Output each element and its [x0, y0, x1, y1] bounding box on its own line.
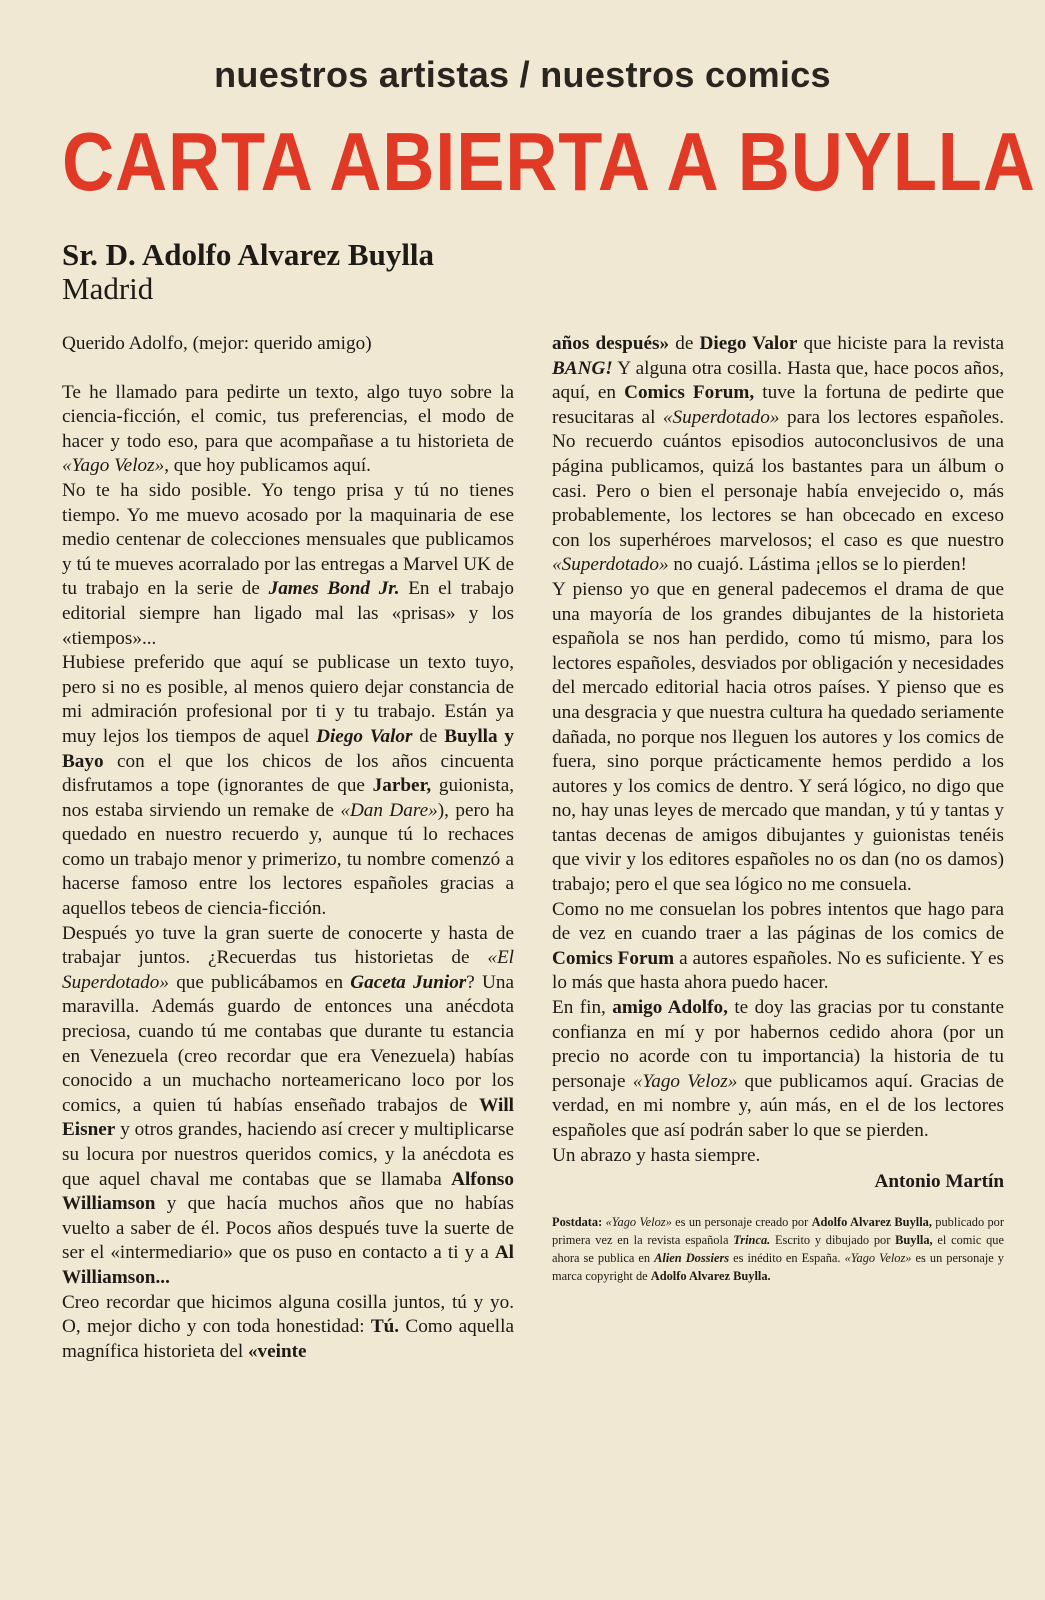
emphasis: Tú. — [370, 1316, 400, 1338]
text-run: que hiciste para la revista — [797, 333, 1004, 354]
text-run: En fin, — [552, 997, 613, 1019]
emphasis: «Superdotado» — [662, 406, 780, 428]
emphasis: Buylla y Bayo — [62, 725, 514, 772]
paragraph — [552, 996, 1004, 1144]
text-run: es un personaje creado por — [671, 1214, 812, 1229]
emphasis: «Yago Veloz» — [62, 455, 165, 477]
text-run: de — [412, 725, 445, 747]
text-run: que publicábamos en — [168, 971, 351, 993]
recipient-name: Sr. D. Adolfo Alvarez Buylla — [62, 237, 435, 272]
text-run: es inédito en España. — [729, 1251, 845, 1266]
text-run: Creo recordar que hicimos alguna cosilla juntos, tú y yo. O, mejor dicho y con toda honestidad: — [62, 1291, 514, 1338]
text-run: Como aquella magnífica historieta del — [62, 1316, 514, 1362]
emphasis: Comics Forum — [552, 947, 675, 969]
emphasis: «El Superdotado» — [62, 947, 514, 993]
postdata-label: Postdata: — [552, 1214, 603, 1229]
text-run: ), pero ha quedado en nuestro recuerdo y, aunque tú lo rechaces como un trabajo menor y primerizo, tu nombre comenzó a hacerse famoso entre los lectores españoles gracias a aquellos tebeos de ciencia-ficción. — [62, 799, 515, 920]
postdata-note — [552, 1213, 1004, 1286]
emphasis: Will Eisner — [62, 1094, 514, 1141]
letter-column-left — [62, 332, 514, 1364]
emphasis: «Dan Dare» — [340, 799, 438, 821]
emphasis: Alfonso Williamson — [62, 1168, 514, 1215]
text-run: Y alguna otra cosilla. Hasta que, hace pocos años, aquí, en — [552, 357, 1004, 404]
letter-greeting: Querido Adolfo, (mejor: querido amigo) — [62, 333, 372, 354]
recipient-block — [62, 238, 434, 306]
emphasis: años después» — [552, 333, 670, 354]
text-run: publicado por primera vez en la revista española — [552, 1214, 1005, 1247]
emphasis: Al Williamson... — [62, 1242, 514, 1288]
signature: Antonio Martín — [874, 1171, 1004, 1193]
emphasis: Jarber, — [372, 775, 432, 797]
emphasis: Diego Valor — [316, 725, 413, 747]
emphasis: «Yago Veloz» — [844, 1251, 912, 1266]
paragraph — [552, 898, 1004, 996]
emphasis: James Bond Jr. — [268, 578, 400, 600]
text-run: , que hoy publicamos aquí. — [164, 455, 371, 477]
text-run: a autores españoles. No es suficiente. Y es lo más que hasta ahora puedo hacer. — [552, 947, 1004, 994]
emphasis: amigo Adolfo, — [612, 997, 728, 1019]
text-run: no cuajó. Lástima ¡ellos se lo pierden! — [668, 554, 967, 576]
paragraph — [62, 651, 514, 922]
text-run: que publicamos aquí. Gracias de verdad, en mi nombre y, aún más, en el de los lectores españoles que así podrán saber lo que se pierden. — [552, 1070, 1004, 1141]
text-run: te doy las gracias por tu constante confianza en mí y por habernos cedido ahora (por un precio no acorde con tu importancia) la historia de tu personaje — [552, 997, 1005, 1092]
emphasis: BANG! — [552, 357, 613, 379]
text-run: En el trabajo editorial siempre han ligado mal las «prisas» y los «tiempos»... — [62, 578, 514, 649]
paragraph — [62, 922, 514, 1291]
text-run: de — [669, 333, 700, 354]
text-run: con el que los chicos de los años cincuenta disfrutamos a tope (ignorantes de que — [62, 750, 514, 797]
text-run: es un personaje y marca copyright de — [552, 1251, 1004, 1284]
paragraph — [62, 479, 514, 651]
emphasis: Diego Valor — [699, 333, 798, 354]
text-run: Después yo tuve la gran suerte de conocerte y hasta de trabajar juntos. ¿Recuerdas tus historietas de — [62, 922, 514, 969]
emphasis: Adolfo Alvarez Buylla, — [811, 1214, 932, 1229]
text-run: ? Una maravilla. Además guardo de entonces una anécdota preciosa, cuando tú me contabas que durante tu estancia en Venezuela (creo recordar que era Venezuela) habías conocido a un muchacho norteamericano loco por los comics, a quien tú habías enseñado trabajos de — [62, 971, 515, 1116]
paragraph — [62, 1291, 514, 1365]
section-label: nuestros artistas / nuestros comics — [214, 54, 831, 95]
emphasis: Trinca. — [733, 1232, 771, 1247]
letter-closing: Un abrazo y hasta siempre. — [552, 1144, 761, 1166]
emphasis: Comics Forum, — [624, 382, 755, 404]
emphasis: Adolfo Alvarez Buylla. — [650, 1269, 771, 1284]
emphasis: «Superdotado» — [552, 554, 669, 576]
text-run: tuve la fortuna de pedirte que resucitaras al — [552, 382, 1004, 428]
text-run: y otros grandes, haciendo así crecer y multiplicarse su locura por nuestros queridos comics, y la anécdota es que aquel chaval me contabas que se llamaba — [62, 1119, 514, 1190]
recipient-city: Madrid — [62, 271, 154, 306]
paragraph: Y pienso yo que en general padecemos el drama de que una mayoría de los grandes dibujantes de la historieta española se nos han perdido, como tú mismo, para los lectores españoles, desviados por obligación y necesidades del mercado editorial hacia otros países. Y pienso que es una desgracia y que nuestra cultura ha quedado seriamente dañada, no porque nos lleguen los autores y los comics de fuera, sino porque prácticamente hemos perdido a los autores y los comics de dentro. Y será lógico, no digo que no, hay unas leyes de mercado que mandan, y tú y tantas y tantas decenas de amigos dibujantes y guionistas tenéis que vivir y los editores españoles no os dan (no os damos) trabajo; pero el que sea lógico no me consuela. — [552, 578, 1004, 896]
text-run: y que hacía muchos años que no habías vuelto a saber de él. Pocos años después tuve la suerte de ser el «intermediario» que os puso en contacto a ti y a — [62, 1193, 514, 1264]
emphasis: «Yago Veloz» — [632, 1070, 738, 1092]
text-run: No te ha sido posible. Yo tengo prisa y tú no tienes tiempo. Yo me muevo acosado por la maquinaria de ese medio centenar de colecciones mensuales que publicamos y tú te mueves acorralado por las entregas a Marvel UK de tu trabajo en la serie de — [62, 479, 514, 600]
article-title: CARTA ABIERTA A BUYLLA — [62, 115, 1036, 208]
text-run: guionista, nos estaba sirviendo un remake de — [62, 775, 515, 821]
text-run: Escrito y dibujado por — [770, 1232, 896, 1247]
text-run: para los lectores españoles. No recuerdo cuántos episodios autoconclusivos de una página publicamos, quizá los bastantes para un álbum o casi. Pero o bien el personaje había envejecido o, más probablemente, los lectores se han obcecado en exceso con los superhéroes marvelosos; el caso es que nuestro — [552, 406, 1004, 551]
paragraph — [62, 381, 514, 479]
emphasis: Alien Dossiers — [654, 1251, 730, 1266]
letter-column-right — [552, 332, 1004, 1286]
text-run: Hubiese preferido que aquí se publicase un texto tuyo, pero si no es posible, al menos quiero dejar constancia de mi admiración profesional por ti y tu trabajo. Están ya muy lejos los tiempos de aquel — [62, 652, 514, 747]
text-run: Te he llamado para pedirte un texto, algo tuyo sobre la ciencia-ficción, el comic, tus preferencias, el modo de hacer y todo eso, para que acompañase a tu historieta de — [62, 381, 514, 452]
emphasis: «Yago Veloz» — [605, 1214, 672, 1229]
paragraph-continued — [552, 332, 1004, 578]
text-run: el comic que ahora se publica en — [552, 1232, 1004, 1266]
emphasis: «veinte — [247, 1340, 307, 1362]
emphasis: Gaceta Junior — [350, 971, 467, 993]
text-run: Como no me consuelan los pobres intentos que hago para de vez en cuando traer a las páginas de los comics de — [552, 898, 1004, 945]
emphasis: Buylla, — [895, 1232, 933, 1247]
